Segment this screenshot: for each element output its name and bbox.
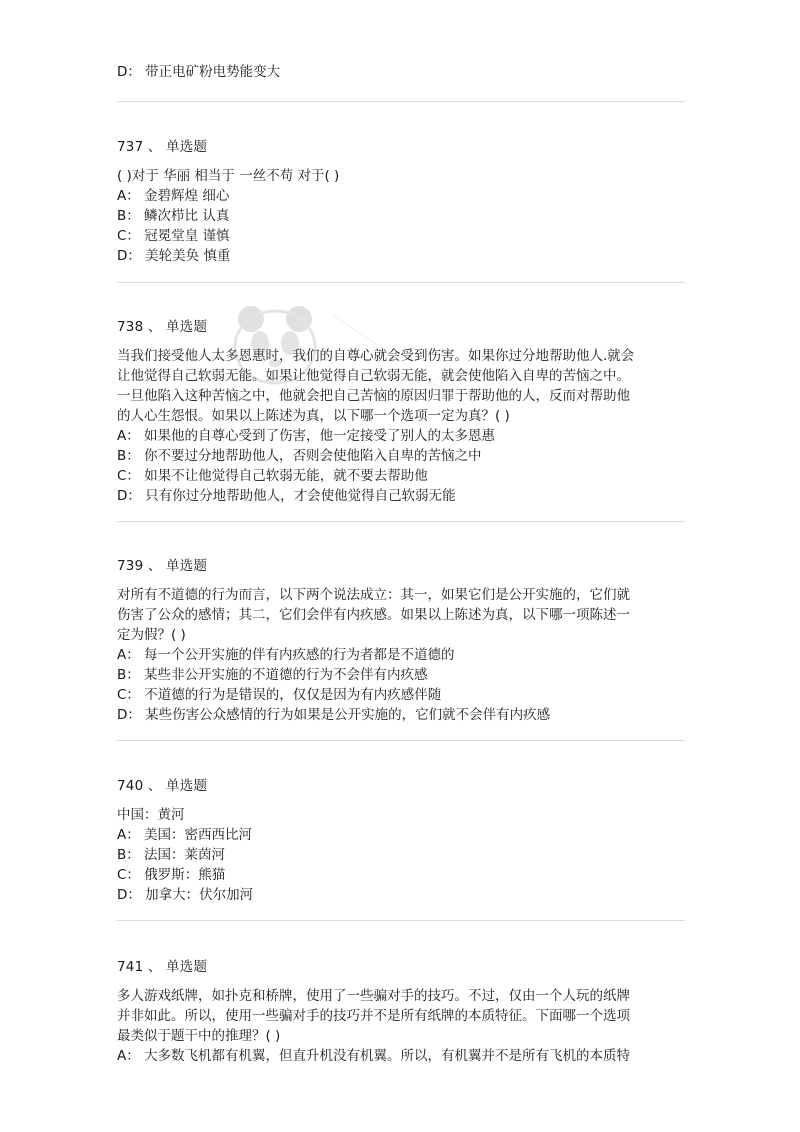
question-738 xyxy=(117,317,687,506)
option-a: A： 大多数飞机都有机翼，但直升机没有机翼。所以，有机翼并不是所有飞机的本质特 xyxy=(117,1048,631,1064)
option-b: B： 鳞次栉比 认真 xyxy=(117,208,230,224)
question-stem-line: 一旦他陷入这种苦恼之中，他就会把自己苦恼的原因归罪于帮助他的人，反而对帮助他 xyxy=(117,388,630,404)
question-header: 740 、 单选题 xyxy=(117,778,208,794)
divider xyxy=(117,920,685,921)
option-c: C： 冠冕堂皇 谨慎 xyxy=(117,228,230,244)
question-stem-line: 的人心生怨恨。如果以上陈述为真，以下哪一个选项一定为真？( ) xyxy=(117,408,510,424)
option-d: D： 美轮美奂 慎重 xyxy=(117,248,231,264)
question-header: 741 、 单选题 xyxy=(117,959,208,975)
question-stem-line: 当我们接受他人太多恩惠时，我们的自尊心就会受到伤害。如果你过分地帮助他人.就会 xyxy=(117,348,635,364)
option-d: D： 某些伤害公众感情的行为如果是公开实施的，它们就不会伴有内疚感 xyxy=(117,707,551,723)
question-stem-line: 并非如此。所以，使用一些骗对手的技巧并不是所有纸牌的本质特征。下面哪一个选项 xyxy=(117,1008,630,1024)
question-737 xyxy=(117,137,687,266)
option-c: C： 不道德的行为是错误的，仅仅是因为有内疚感伴随 xyxy=(117,687,442,703)
question-stem-line: 对所有不道德的行为而言，以下两个说法成立：其一，如果它们是公开实施的，它们就 xyxy=(117,587,630,603)
option-a: A： 美国：密西西比河 xyxy=(117,827,253,843)
question-stem-line: 最类似于题干中的推理？( ) xyxy=(117,1028,281,1044)
question-stem-line: 让他觉得自己软弱无能。如果让他觉得自己软弱无能，就会使他陷入自卑的苦恼之中。 xyxy=(117,368,630,384)
question-stem-line: 定为假？( ) xyxy=(117,627,186,643)
divider xyxy=(117,740,685,741)
option-a: A： 每一个公开实施的伴有内疚感的行为者都是不道德的 xyxy=(117,647,455,663)
question-stem: 中国：黄河 xyxy=(117,807,185,823)
option-c: C： 如果不让他觉得自己软弱无能，就不要去帮助他 xyxy=(117,468,428,484)
question-stem: ( )对于 华丽 相当于 一丝不苟 对于( ) xyxy=(117,168,340,184)
option-d-text: D： 带正电矿粉电势能变大 xyxy=(117,64,281,80)
question-stem-line: 伤害了公众的感情；其二，它们会伴有内疚感。如果以上陈述为真，以下哪一项陈述一 xyxy=(117,607,630,623)
option-b: B： 某些非公开实施的不道德的行为不会伴有内疚感 xyxy=(117,667,428,683)
question-739 xyxy=(117,556,687,725)
option-d: D： 只有你过分地帮助他人，才会使他觉得自己软弱无能 xyxy=(117,488,456,504)
question-740 xyxy=(117,776,687,905)
divider xyxy=(117,101,685,102)
option-c: C： 俄罗斯：熊猫 xyxy=(117,867,226,883)
question-header: 737 、 单选题 xyxy=(117,139,208,155)
option-b: B： 你不要过分地帮助他人，否则会使他陷入自卑的苦恼之中 xyxy=(117,448,482,464)
question-header: 739 、 单选题 xyxy=(117,558,208,574)
divider xyxy=(117,521,685,522)
question-stem-line: 多人游戏纸牌，如扑克和桥牌，使用了一些骗对手的技巧。不过，仅由一个人玩的纸牌 xyxy=(117,988,630,1004)
option-d: D： 加拿大：伏尔加河 xyxy=(117,887,254,903)
question-header: 738 、 单选题 xyxy=(117,319,208,335)
option-a: A： 金碧辉煌 细心 xyxy=(117,188,230,204)
option-b: B： 法国：莱茵河 xyxy=(117,847,226,863)
option-a: A： 如果他的自尊心受到了伤害，他一定接受了别人的太多恩惠 xyxy=(117,428,496,444)
divider xyxy=(117,282,685,283)
question-741 xyxy=(117,957,687,1066)
